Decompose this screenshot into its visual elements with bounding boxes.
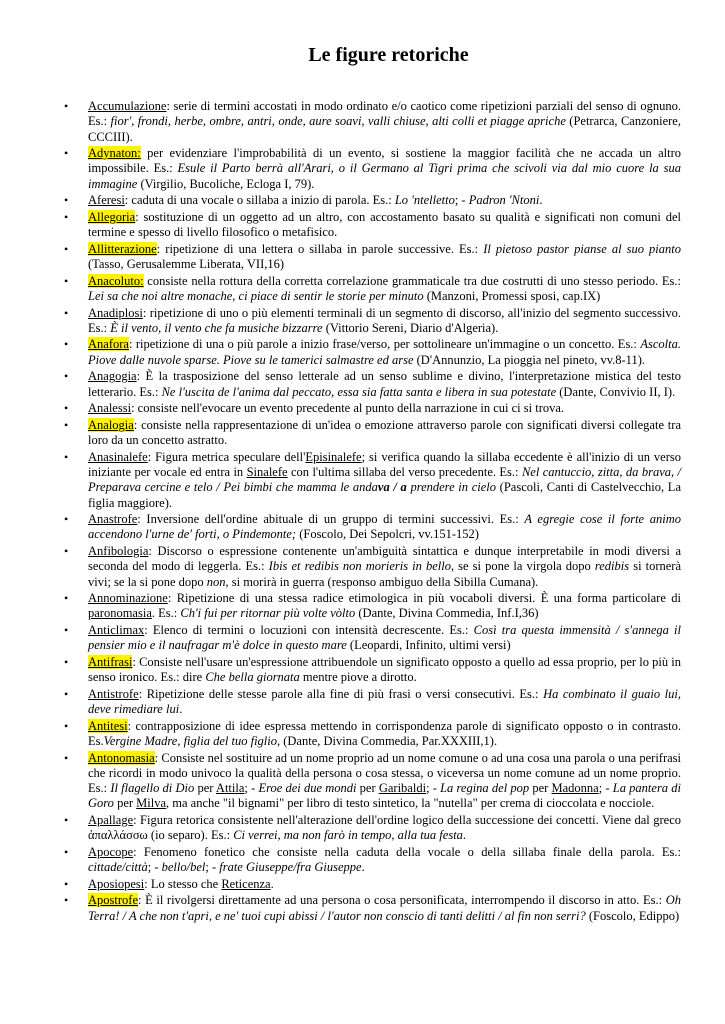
description-text: si tornerà vivi; se la si pone dopo [88,559,682,589]
description-text: . [539,193,543,208]
description-text: , ma anche "il bignami" per libro di testo sintetico, la "nutella" per crema di cioccolata e nocciole. [166,796,655,811]
description-text: ; - [426,781,441,796]
example-text: A egregie cose il forte animo accendono l'urne de' forti, o Pindemonte; [88,512,681,542]
description-text: . [361,860,365,875]
figure-term: Aferesi [88,193,125,208]
list-item [88,242,681,273]
list-item [88,655,681,686]
example-text: Ch'i fui per ritornar più volte vòlto [180,606,356,621]
cross-reference: Madonna [551,781,599,796]
description-text: (Foscolo, Edippo) [585,908,680,923]
example-text: È il vento, il vento che fa musiche bizzarre [110,320,323,335]
figure-term: Allegoria [88,209,136,224]
list-item [88,146,681,192]
description-text: : Ripetizione delle stesse parole alla fine di più frasi o versi consecutivi. Es.: [138,686,544,701]
description-text: : Ripetizione di una stessa radice etimologica in più vocaboli diversi. È una forma particolare di [167,591,681,606]
description-text: : Fenomeno fonetico che consiste nella caduta della vocale o della sillaba finale della parola. Es.: [133,844,681,859]
description-text: (D'Annunzio, La pioggia nel pineto, vv.8-11). [413,352,645,367]
cross-reference: Episinalefe [305,449,362,464]
description-text: : serie di termini accostati in modo ordinato e/o caotico come ripetizioni parziali del senso di ognuno. Es.: [88,99,681,129]
list-item [88,99,681,145]
description-text: ; - [454,193,469,208]
example-text: redibis [594,559,630,574]
list-item [88,623,681,654]
page-title: Le figure retoriche [308,44,469,66]
description-text: , si morirà in guerra (responso ambiguo della Sibilla Cumana). [225,574,539,589]
description-text: con l'ultima sillaba del verso precedente. Es.: [287,465,522,480]
figure-term: Anacoluto: [88,273,144,288]
description-text: : È la trasposizione del senso letterale ad un senso sublime e divino, l'interpretazione mistica del testo letterario. Es.: [88,369,681,399]
figure-term: Adynaton: [88,146,141,161]
figure-term: Analessi [88,401,132,416]
example-text: Il pietoso pastor pianse al suo pianto [483,241,681,256]
list-item [88,274,681,305]
description-text: : ripetizione di una o più parole a inizio frase/verso, per sottolineare un'immagine o un concetto. Es.: [128,337,641,352]
example-text: Il flagello di Dio [110,781,195,796]
description-text: mentre piove a dirotto. [299,670,417,685]
list-item [88,306,681,337]
example-text: prendere in cielo [406,480,496,495]
description-text: . [179,702,183,717]
description-text: , (Dante, Divina Commedia, Par.XXXIII,1). [276,734,498,749]
example-text: La regina del pop [440,781,530,796]
description-text: consiste nella rottura della corretta correlazione grammaticale tra due costrutti di uno stesso periodo. Es.: [143,273,681,288]
description-text: ; - [598,781,613,796]
figure-term: Anagogia [88,369,137,384]
description-text: (Vittorio Sereni, Diario d'Algeria). [322,320,499,335]
figure-term: Anticlimax [88,623,145,638]
description-text: : contrapposizione di idee espressa mettendo in corrispondenza parole di significato opposto o in contrasto. Es. [88,718,681,749]
description-text: ; si verifica quando la sillaba eccedente è all'inizio di un verso iniziante per vocale ed entra in [88,449,681,480]
description-text: (Virgilio, Bucoliche, Ecloga I, 79). [137,176,315,191]
description-text: : sostituzione di un oggetto ad un altro, con accostamento basato su qualità e significati non comuni del termine e spesso di livello filosofico o metafisico. [88,209,681,240]
list-item [88,418,681,449]
description-text: per evidenziare l'improbabilità di un evento, si sostiene la maggior facilità che ne accada un altro impossibile. Es.: [88,146,681,176]
description-text: (Dante, Divina Commedia, Inf.I,36) [355,606,539,621]
cross-reference: Reticenza [221,876,271,891]
description-text: per [113,796,137,811]
figure-term: Anafora [88,337,129,352]
description-text: : consiste nella rappresentazione di un'idea o emozione attraverso parole con significati diversi collegate tra loro da un concetto astratto. [88,417,681,448]
description-text: : caduta di una vocale o sillaba a inizio di parola. Es.: [124,193,395,208]
example-text: La pantera di Goro [88,781,681,811]
description-text: , se si pone la virgola dopo [450,559,595,574]
figure-term: Apostrofe [88,893,138,908]
example-text: bello/bel [161,860,206,875]
example-text: Nel cantuccio, zitta, da brava, / Preparava cercine e telo / Pei bimbi che mamma le anda [88,465,681,495]
figure-term: Annominazione [88,591,168,606]
description-text: (Pascoli, Canti di Castelvecchio, La figlia maggiore). [88,480,681,510]
figure-term: Allitterazione [88,241,157,256]
description-text: per [529,781,552,796]
description-text: : Lo stesso che [144,876,222,891]
figures-list [88,99,681,924]
description-text: : È il rivolgersi direttamente ad una persona o cosa personificata, interrompendo il discorso in atto. Es.: [138,893,666,908]
example-text: Ne l'uscita de l'anima dal peccato, essa sia fatta santa e libera in sua potestate [161,384,557,399]
description-text: per [356,781,379,796]
figure-term: Antistrofe [88,686,139,701]
example-text: Così tra questa immensità / s'annega il pensier mio e il naufragar m'è dolce in questo mare [88,623,681,653]
example-text: Lei sa che noi altre monache, ci piace di sentir le storie per minuto [88,288,424,303]
cross-reference: Attila [215,781,245,796]
example-text: fior', frondi, herbe, ombre, antri, onde, aure soavi, valli chiuse, alti colli et piagge apriche [110,114,566,129]
list-item [88,450,681,511]
description-text: : Inversione dell'ordine abituale di un gruppo di termini successivi. Es.: [137,512,525,527]
example-text: Ascolta. Piove dalle nuvole sparse. Piove su le tamerici salmastre ed arse [88,337,681,367]
description-text: : Discorso o espressione contenente un'ambiguità sintattica e dunque interpretabile in modi diversi a seconda del modo di leggerla. Es.: [88,544,681,574]
list-item [88,877,681,892]
description-text: : Figura metrica speculare dell' [147,449,306,464]
list-item [88,512,681,543]
cross-reference: Milva [136,796,167,811]
list-item [88,719,681,750]
list-item [88,687,681,718]
cross-reference: paronomasia [88,606,152,621]
example-text: Eroe dei due mondi [258,781,357,796]
figure-term: Apallage [88,813,134,828]
list-item [88,369,681,400]
example-text: non [206,574,226,589]
figure-term: Aposiopesi [88,876,145,891]
figure-term: Analogia [88,417,134,432]
figure-term: Apocope [88,844,134,859]
example-text: cittade/città [88,860,148,875]
example-text: Ibis et redibis non morieris in bello [268,559,451,574]
description-text: . [270,876,274,891]
example-text: va / a [377,480,407,495]
description-text: ; - [147,860,162,875]
figure-term: Antonomasia [88,750,155,765]
figure-term: Accumulazione [88,99,167,113]
description-text: : consiste nell'evocare un evento precedente al punto della narrazione in cui ci si trova. [131,401,565,416]
example-text: Ci verrei, ma non farò in tempo, alla tua festa [233,828,463,843]
example-text: Oh Terra! / A che non t'apri, e ne' tuoi cupi abissi / l'autor non conscio di tanti delitti / al fin non serri? [88,893,681,923]
description-text: : ripetizione di una lettera o sillaba in parole successive. Es.: [156,241,484,256]
example-text: frate Giuseppe/fra Giuseppe [219,860,362,875]
figure-term: Antitesi [88,718,128,733]
description-text: : ripetizione di uno o più elementi terminali di un segmento di discorso, all'inizio del segmento successivo. Es.: [88,305,681,335]
description-text: . [462,828,467,843]
figure-term: Anadiplosi [88,305,143,320]
list-item [88,845,681,876]
example-text: Esule il Parto berrà all'Arari, o il Germano al Tigri prima che scivoli via dal mio cuore la sua immagine [88,161,681,191]
list-item [88,813,681,844]
description-text: . Es.: [151,606,181,621]
description-text: : Consiste nel sostituire ad un nome proprio ad un nome comune o ad una cosa una parola o una perifrasi che ricordi in modo univoco la qualità della persona o cosa stessa, o viceversa un nome comune ad un nome proprio. Es.: [88,750,681,796]
figure-term: Anfibologia [88,544,149,559]
example-text: Padron 'Ntoni [468,193,540,208]
list-item [88,193,681,208]
figure-term: Anastrofe [88,512,138,527]
description-text: ; - [205,860,220,875]
description-text: : Consiste nell'usare un'espressione attribuendole un significato opposto a quello ad essa proprio, per lo più in senso ironico. Es.: dire [88,655,681,685]
description-text: (Tasso, Gerusalemme Liberata, VII,16) [88,257,285,272]
description-text: (Leopardi, Infinito, ultimi versi) [346,638,511,653]
cross-reference: Garibaldi [378,781,427,796]
example-text: Vergine Madre, figlia del tuo figlio [103,734,277,749]
list-item [88,751,681,812]
list-item [88,893,681,924]
example-text: Che bella giornata [205,670,300,685]
cross-reference: Sinalefe [246,465,288,480]
list-item [88,210,681,241]
example-text: Lo 'ntelletto [394,193,455,208]
figure-term: Antifrasi [88,655,133,669]
list-item [88,401,681,416]
figure-term: Anasinalefe [88,449,148,464]
description-text: (Petrarca, Canzoniere, CCCIII). [88,114,681,144]
description-text: per [194,781,216,796]
list-item [88,544,681,590]
list-item [88,591,681,622]
description-text: (Manzoni, Promessi sposi, cap.IX) [423,288,601,303]
description-text: : Elenco di termini o locuzioni con intensità decrescente. Es.: [144,623,474,638]
list-item [88,337,681,368]
description-text: (Foscolo, Dei Sepolcri, vv.151-152) [296,527,479,542]
description-text: ; - [244,781,259,796]
description-text: (Dante, Convivio II, I). [556,384,676,399]
example-text: Ha combinato il guaio lui, deve rimediare lui [88,686,681,717]
description-text: : Figura retorica consistente nell'alterazione dell'ordine logico della successione dei concetti. Viene dal greco ἀπαλλάσσω (io separo). Es.: [88,813,681,843]
